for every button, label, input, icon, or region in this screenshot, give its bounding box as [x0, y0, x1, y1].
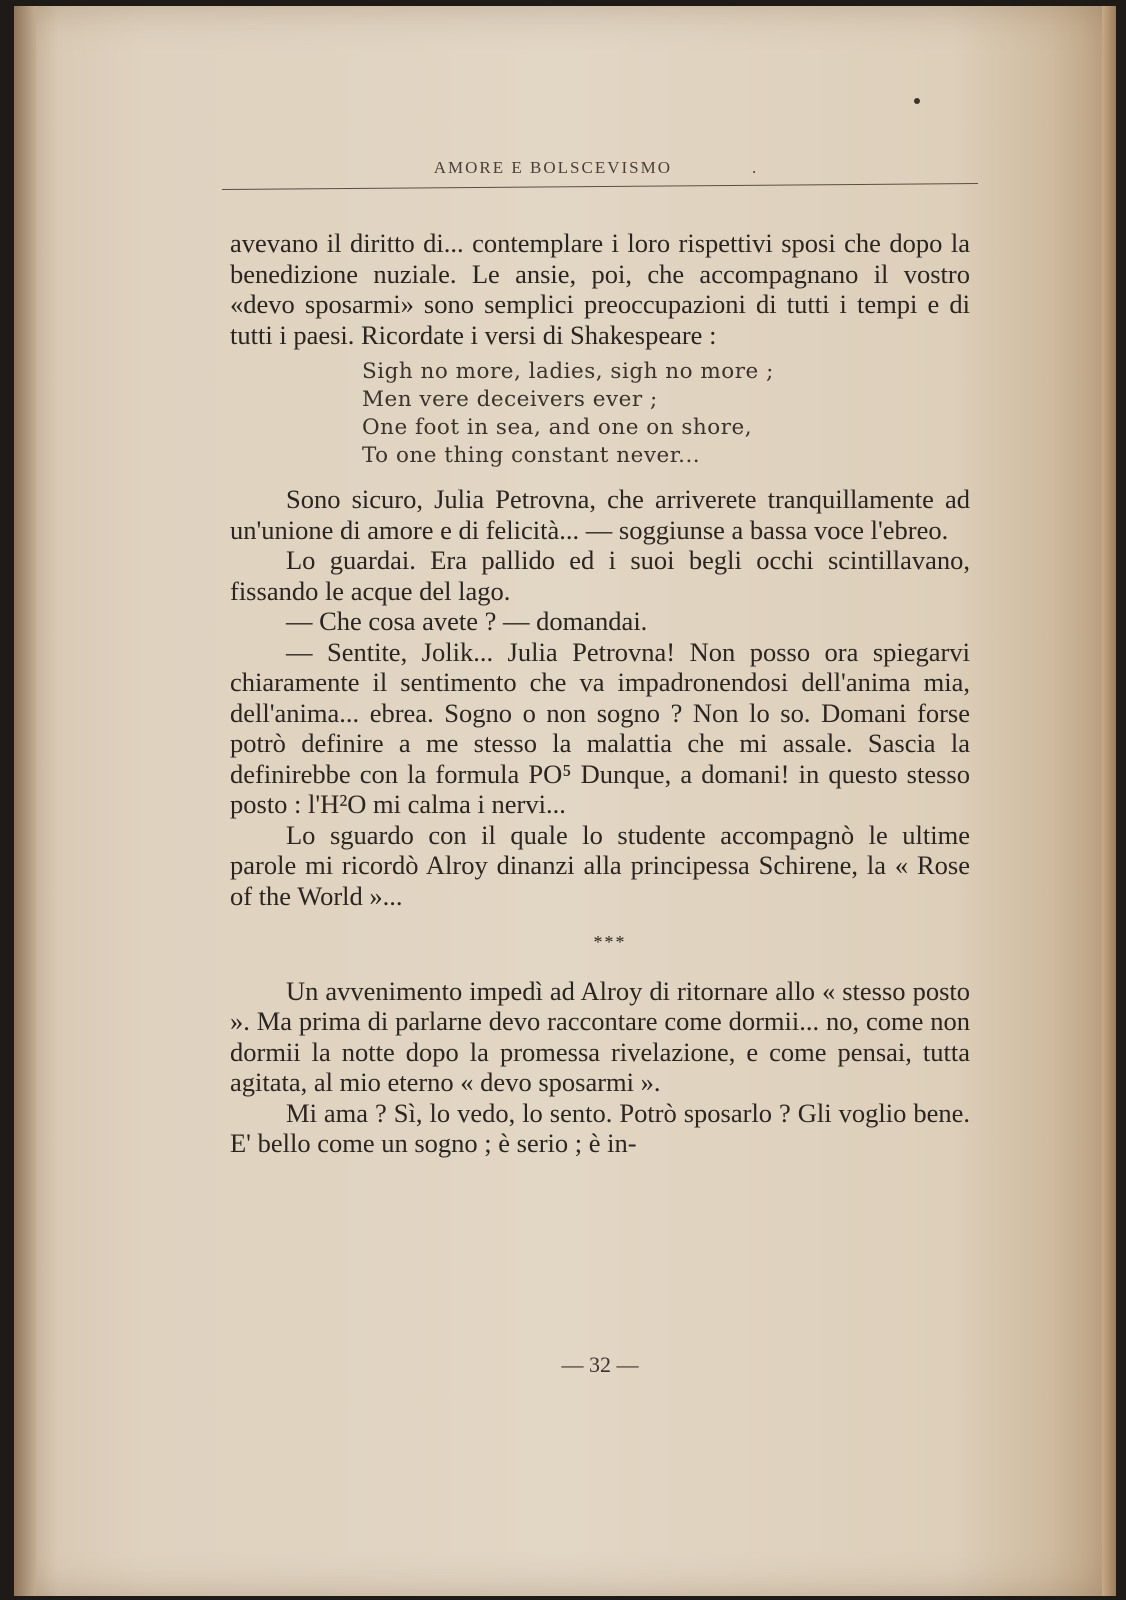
running-head-mark: . [752, 158, 759, 177]
section-separator: *** [593, 932, 627, 952]
paragraph: avevano il diritto di... contemplare i loro rispettivi sposi che dopo la benedizione nuziale. Le ansie, poi, che accompagnano il vostro «devo sposarmi» sono semplici preoccupazioni di tutti i tempi e di tutti i paesi. Ricordate i versi di Shakespeare : [230, 228, 970, 350]
dialogue-line: — Sentite, Jolik... Julia Petrovna! Non posso ora spiegarvi chiaramente il sentimento che va impadronendosi dell'anima mia, dell'anima... ebrea. Sogno o non sogno ? Non lo so. Domani forse potrò definire a me stesso la malattia che mi assale. Sascia la definirebbe con la formula PO⁵ Dunque, a domani! in questo stesso posto : l'H²O mi calma i nervi... [230, 636, 970, 819]
ink-speck [914, 98, 920, 104]
page-number: — 32 — [561, 1352, 639, 1377]
poem-line: To one thing constant never... [362, 443, 701, 468]
page-right-edge [1102, 6, 1116, 1596]
poem-line: Sigh no more, ladies, sigh no more ; [362, 359, 774, 384]
running-head-title: AMORE E BOLSCEVISMO [433, 158, 672, 177]
body-text [230, 228, 970, 1159]
dialogue-line: — Che cosa avete ? — domandai. [286, 606, 648, 636]
paragraph: Sono sicuro, Julia Petrovna, che arriverete tranquillamente ad un'unione di amore e di felicità... — soggiunse a bassa voce l'ebreo. [230, 484, 970, 545]
paragraph: Lo guardai. Era pallido ed i suoi begli occhi scintillavano, fissando le acque del lago. [230, 545, 970, 606]
running-head [216, 158, 976, 178]
paragraph: Mi ama ? Sì, lo vedo, lo sento. Potrò sposarlo ? Gli voglio bene. E' bello come un sogno ; è serio ; è in- [230, 1097, 970, 1158]
poem-line: One foot in sea, and one on shore, [362, 415, 753, 440]
paragraph: Lo sguardo con il quale lo studente accompagnò le ultime parole mi ricordò Alroy dinanzi alla principessa Schirene, la « Rose of the World »... [230, 819, 970, 911]
poem-line: Men vere deceivers ever ; [362, 387, 658, 412]
page-left-edge [14, 6, 36, 1596]
shakespeare-quote [362, 358, 970, 470]
paragraph: Un avvenimento impedì ad Alroy di ritornare allo « stesso posto ». Ma prima di parlarne devo raccontare come dormii... no, come non dormii la notte dopo la promessa rivelazione, e come pensai, tutta agitata, al mio eterno « devo sposarmi ». [230, 975, 970, 1097]
